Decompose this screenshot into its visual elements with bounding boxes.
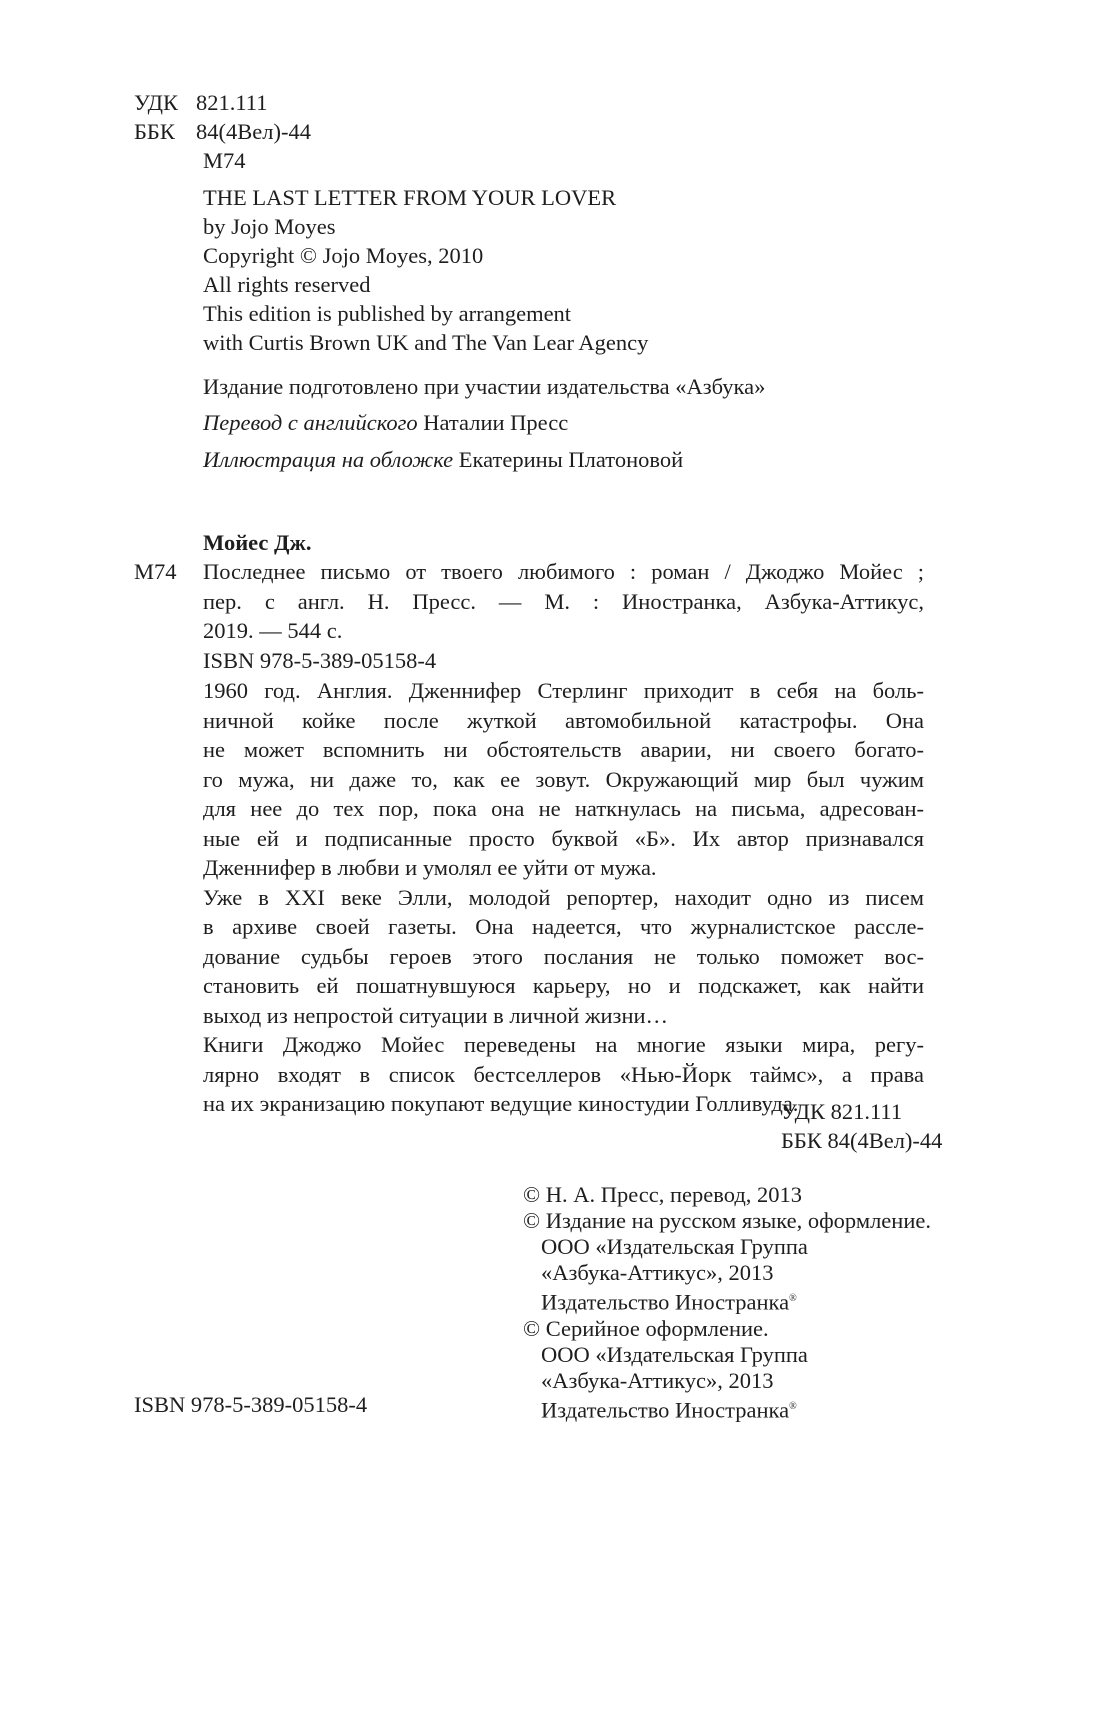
catalog-entry-line: Последнее письмо от твоего любимого : роман / Джоджо Мойес ; — [203, 559, 924, 584]
illustration-credit — [203, 445, 683, 474]
original-author: by Jojo Moyes — [203, 214, 336, 239]
annotation-line: лярно входят в список бестселлеров «Нью-Йорк таймс», а права — [203, 1061, 924, 1087]
annotation-line: Дженнифер в любви и умолял ее уйти от мужа. — [203, 855, 657, 880]
author-mark: М74 — [203, 148, 246, 173]
annotation-line: дование судьбы героев этого послания не только поможет вос- — [203, 943, 924, 969]
registered-mark: ® — [789, 1293, 797, 1304]
udk-label: УДК — [134, 90, 179, 115]
catalog-udk: УДК 821.111 — [781, 1099, 903, 1124]
illustration-label: Иллюстрация на обложке — [203, 447, 454, 472]
udk-value: 821.111 — [196, 90, 268, 115]
catalog-entry-line: 2019. — 544 с. — [203, 618, 343, 643]
translator-name: Наталии Пресс — [423, 410, 569, 435]
bbk-value: 84(4Вел)-44 — [196, 119, 311, 144]
edition-note-2: with Curtis Brown UK and The Van Lear Agency — [203, 330, 649, 355]
copyright-line-publisher: Издательство Иностранка® — [541, 1289, 797, 1315]
footer-isbn: ISBN 978-5-389-05158-4 — [134, 1392, 368, 1417]
annotation-line: 1960 год. Англия. Дженнифер Стерлинг приходит в себя на боль- — [203, 678, 924, 703]
annotation-line: Уже в XXI веке Элли, молодой репортер, находит одно из писем — [203, 884, 924, 910]
annotation — [203, 676, 924, 1119]
copyright-line: © Н. А. Пресс, перевод, 2013 — [523, 1182, 803, 1207]
annotation-line: ные ей и подписанные просто буквой «Б». Их автор признавался — [203, 825, 924, 851]
edition-note-1: This edition is published by arrangement — [203, 301, 572, 326]
copyright-line: © Серийное оформление. — [523, 1315, 769, 1341]
annotation-line: на их экранизацию покупают ведущие киностудии Голливуда. — [203, 1091, 799, 1116]
annotation-line: го мужа, ни даже то, как ее зовут. Окружающий мир был чужим — [203, 766, 924, 792]
illustrator-name: Екатерины Платоновой — [458, 447, 684, 472]
copyright-line: «Азбука-Аттикус», 2013 — [541, 1367, 774, 1393]
catalog-isbn: ISBN 978-5-389-05158-4 — [203, 647, 437, 673]
copyright-line: ООО «Издательская Группа — [541, 1234, 808, 1259]
copyright-line: «Азбука-Аттикус», 2013 — [541, 1260, 774, 1285]
registered-mark: ® — [789, 1400, 797, 1412]
bbk-code — [134, 117, 311, 146]
annotation-line: Книги Джоджо Мойес переведены на многие языки мира, регу- — [203, 1032, 924, 1057]
udk-code — [134, 88, 267, 117]
copyright-line: © Издание на русском языке, оформление. — [523, 1208, 931, 1233]
annotation-line: в архиве своей газеты. Она надеется, что журналистское рассле- — [203, 914, 924, 939]
prepared-note: Издание подготовлено при участии издательства «Азбука» — [203, 374, 766, 399]
annotation-line: ничной койке после жуткой автомобильной катастрофы. Она — [203, 707, 924, 733]
copyright-line-publisher: Издательство Иностранка® — [541, 1397, 797, 1422]
original-title: THE LAST LETTER FROM YOUR LOVER — [203, 185, 617, 210]
catalog-entry-line: пер. с англ. Н. Пресс. — М. : Иностранка, Азбука-Аттикус, — [203, 588, 924, 614]
annotation-line: выход из непростой ситуации в личной жизни… — [203, 1002, 669, 1028]
rights-reserved: All rights reserved — [203, 272, 371, 297]
catalog-mark: М74 — [134, 559, 177, 584]
catalog-entry — [203, 557, 924, 675]
copyright-block — [523, 1182, 931, 1423]
bbk-label: ББК — [134, 119, 175, 144]
original-copyright: Copyright © Jojo Moyes, 2010 — [203, 243, 484, 268]
translation-credit — [203, 408, 568, 437]
annotation-line: становить ей пошатнувшуюся карьеру, но и подскажет, как найти — [203, 973, 924, 998]
annotation-line: не может вспомнить ни обстоятельств аварии, ни своего богато- — [203, 737, 924, 762]
copyright-line: ООО «Издательская Группа — [541, 1341, 808, 1367]
catalog-author-heading: Мойес Дж. — [203, 530, 312, 555]
catalog-bbk: ББК 84(4Вел)-44 — [781, 1128, 943, 1153]
annotation-line: для нее до тех пор, пока она не наткнулась на письма, адресован- — [203, 796, 924, 821]
translation-label: Перевод с английского — [203, 410, 418, 435]
